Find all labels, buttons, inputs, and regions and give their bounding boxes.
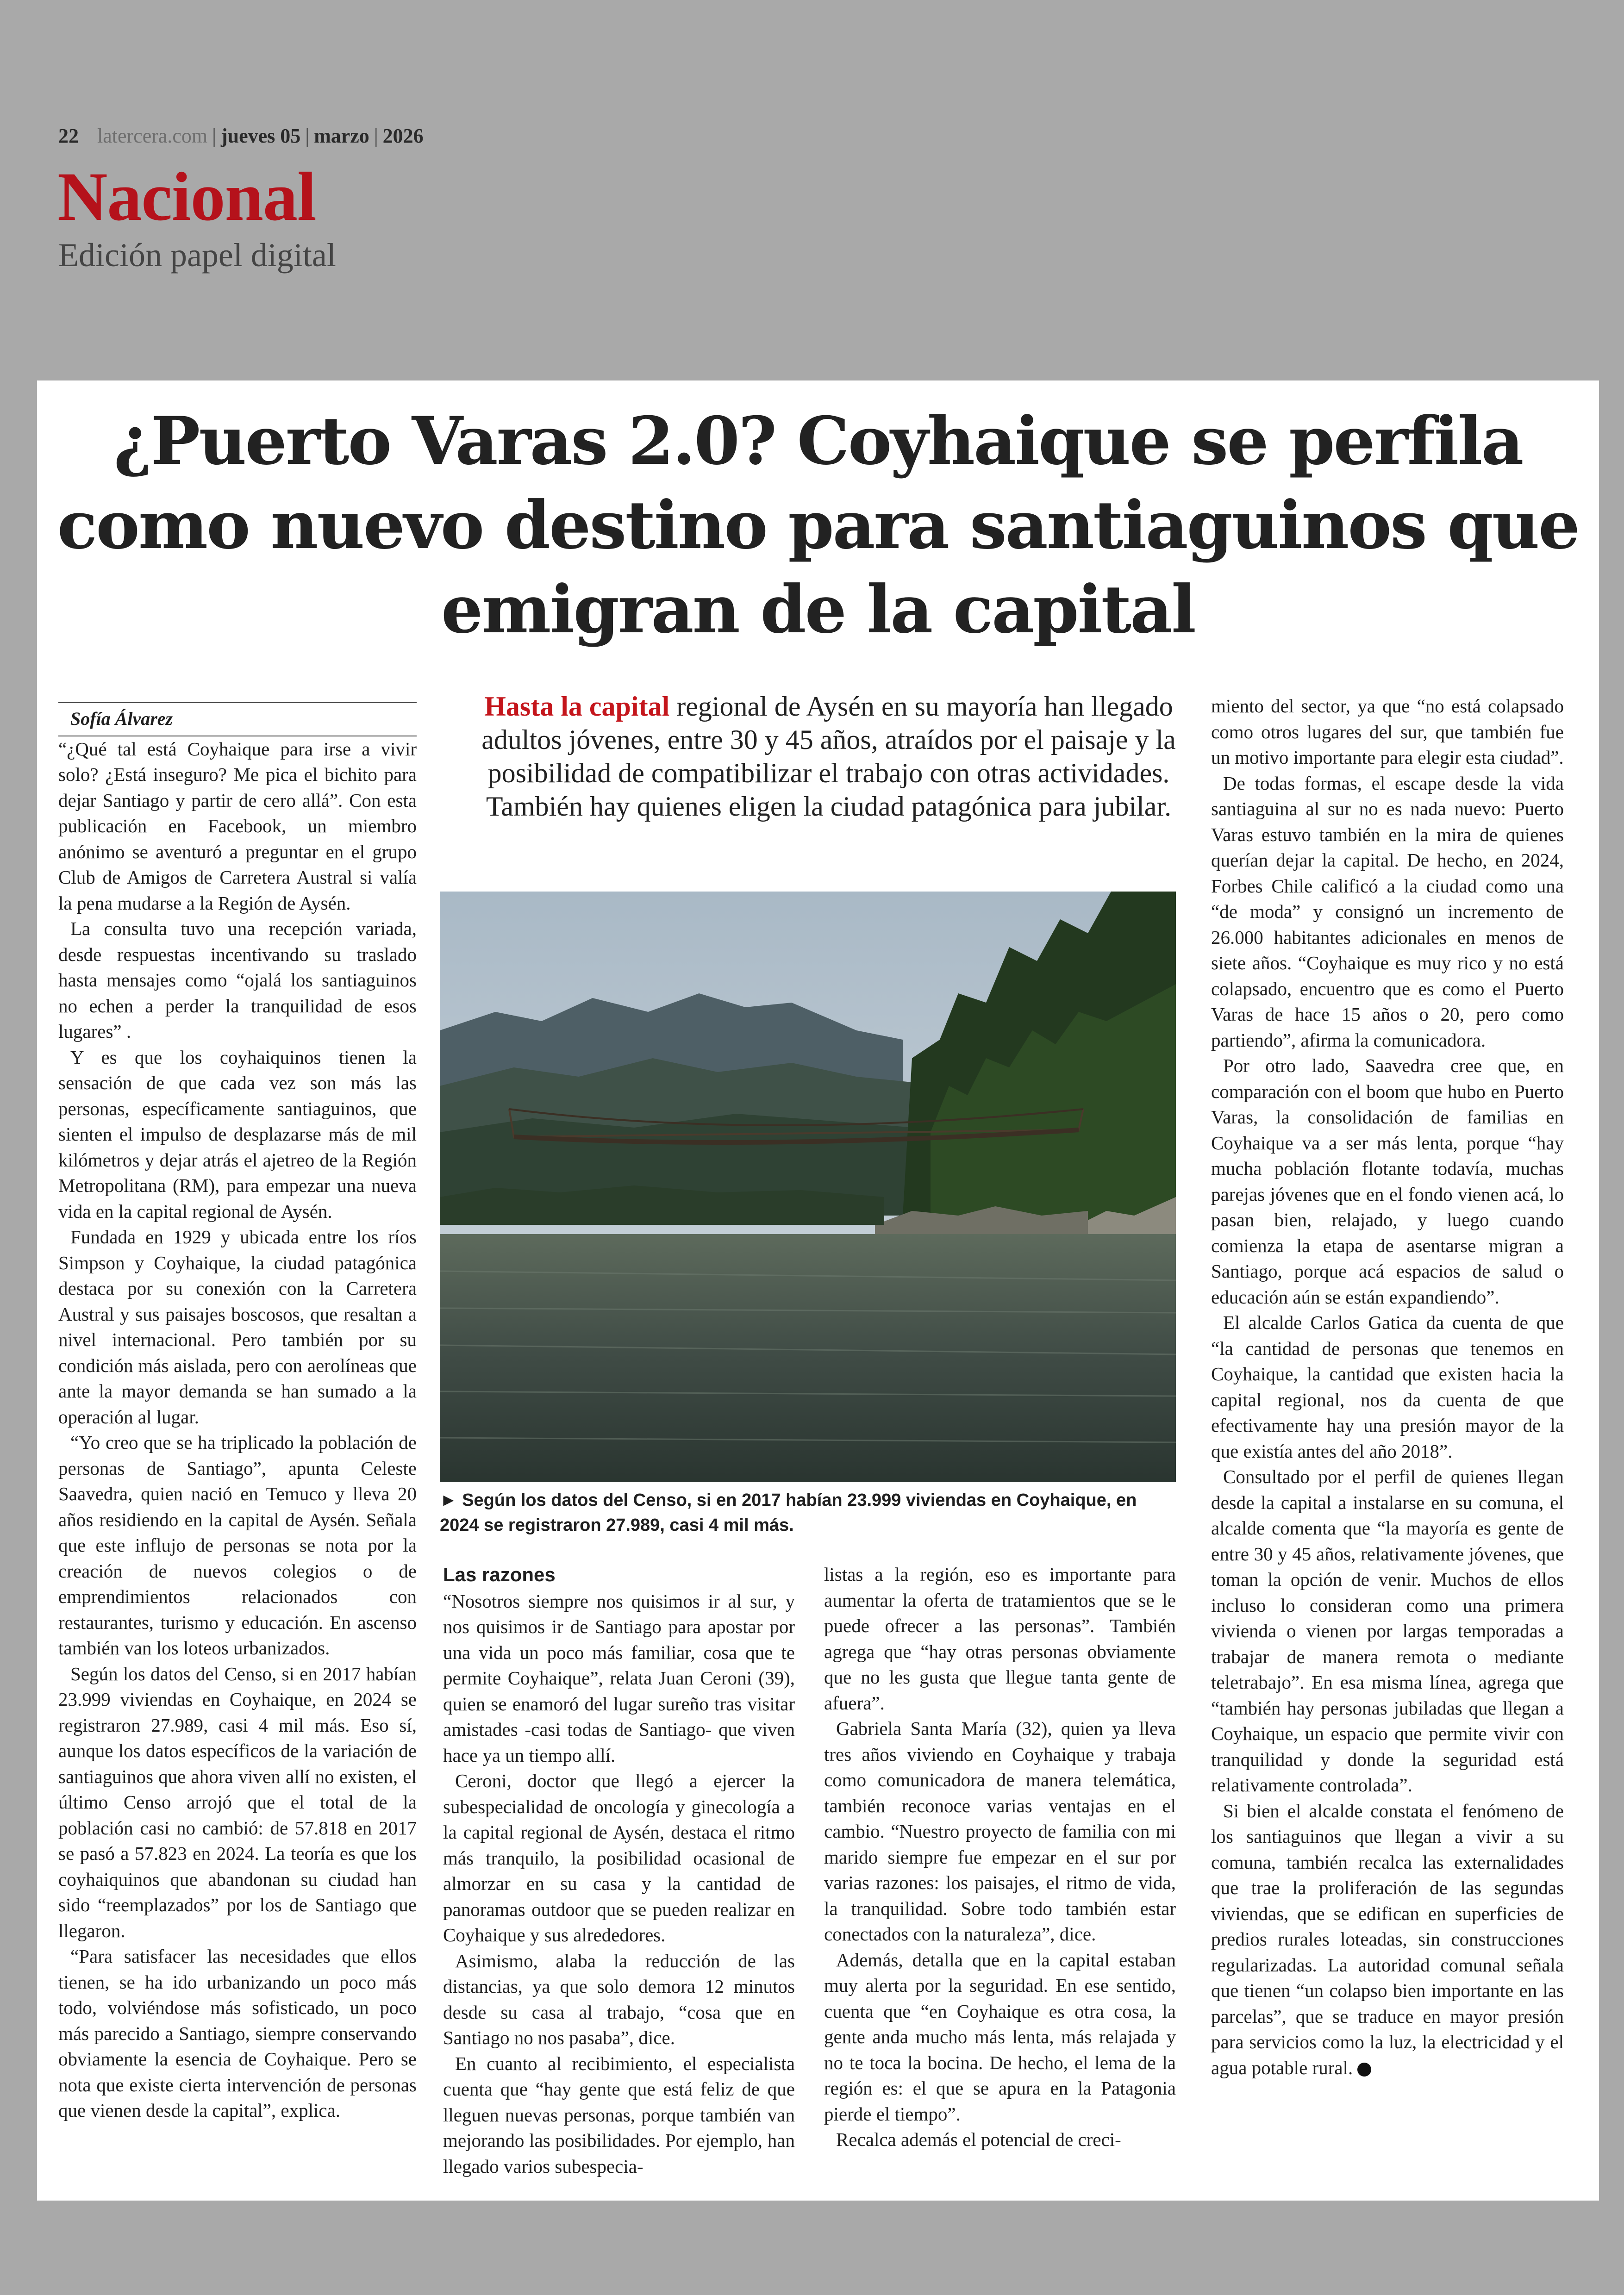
paragraph: “¿Qué tal está Coyhaique para irse a vivir solo? ¿Está inseguro? Me pica el bichito para dejar Santiago y partir de cero allá”. Con esta publicación en Facebook, un miembro anónimo se aventuró a preguntar en el grupo Club de Amigos de Carretera Austral si valía la pena mudarse a la Región de Aysén.: [58, 738, 417, 914]
article-column-4: [1211, 693, 1564, 2081]
paragraph: listas a la región, eso es importante para aumentar la oferta de tratamientos que se le puede ofrecer a las personas”. También agrega que “hay otras personas obviamente que no les gusta que llegue tanta gente de afuera”.: [824, 1564, 1176, 1714]
paragraph: [1211, 1798, 1564, 2081]
paragraph: Y es que los coyhaiquinos tienen la sensación de que cada vez son más las personas, específicamente santiaguinos, que sienten el impulso de desplazarse más de mil kilómetros y dejar atrás el ajetreo de la Región Metropolitana (RM), para empezar una nueva vida en la capital regional de Aysén.: [58, 1046, 417, 1222]
lead-highlight: Hasta la capital: [484, 691, 670, 722]
photo-caption: ► Según los datos del Censo, si en 2017 habían 23.999 viviendas en Coyhaique, en 2024 se registraron 27.989, casi 4 mil más.: [440, 1491, 1137, 1535]
article-column-1: [58, 702, 417, 2124]
end-mark-icon: [1357, 2063, 1371, 2077]
date-year: 2026: [382, 125, 424, 147]
paragraph: Asimismo, alaba la reducción de las distancias, ya que solo demora 12 minutos desde su casa al trabajo, “cosa que en Santiago no nos pasaba”, dice.: [443, 1950, 795, 2048]
paragraph: El alcalde Carlos Gatica da cuenta de que “la cantidad de personas que tenemos en Coyhaique, la cantidad que existen hacia la capital regional, nos da cuenta de que efectivamente hay una presión mayor de la que existía antes del año 2018”.: [1211, 1312, 1564, 1462]
paragraph: “Yo creo que se ha triplicado la población de personas de Santiago”, apunta Celeste Saavedra, quien nació en Temuco y lleva 20 años residiendo en la capital de Aysén. Señala que este influjo de personas se nota por la creación de nuevos colegios o de emprendimientos relacionados con restaurantes, turismo y educación. En ascenso también van los loteos urbanizados.: [58, 1432, 417, 1659]
paragraph: En cuanto al recibimiento, el especialista cuenta que “hay gente que está feliz de que lleguen nuevas personas, porque también van mejorando las posibilidades. Por ejemplo, han llegado varios subespecia-: [443, 2052, 795, 2177]
paragraph: “Para satisfacer las necesidades que ellos tienen, se ha ido urbanizando un poco más todo, volviéndose más sofisticado, un poco más parecido a Santiago, siempre conservando obviamente la esencia de Coyhaique. Pero se nota que existe cierta intervención de personas que vienen desde la capital”, explica.: [58, 1946, 417, 2121]
edition-label: Edición papel digital: [58, 237, 336, 274]
article-lead: [468, 690, 1190, 823]
paragraph: Fundada en 1929 y ubicada entre los ríos Simpson y Coyhaique, la ciudad patagónica destaca por su conexión con la Carretera Austral y sus paisajes boscosos, que resaltan a nivel internacional. Pero también por su condición más aislada, pero con aerolíneas que ante la mayor demanda se han sumado a la operación al lugar.: [58, 1226, 417, 1428]
masthead-dateline: 22 latercera.com | jueves 05 | marzo | 2026: [58, 125, 424, 147]
page-number: 22: [58, 125, 79, 147]
site-name: latercera.com: [97, 125, 208, 147]
paragraph: “Nosotros siempre nos quisimos ir al sur, y nos quisimos ir de Santiago para apostar por una vida un poco más familiar, cosa que te permite Coyhaique”, relata Juan Ceroni (39), quien se enamoró del lugar sureño tras visitar amistades -casi todas de Santiago- que viven hace ya un tiempo allí.: [443, 1590, 795, 1766]
paragraph: Por otro lado, Saavedra cree que, en comparación con el boom que hubo en Puerto Varas, la consolidación de familias en Coyhaique va a ser más lenta, porque “hay mucha población flotante todavía, muchas parejas jóvenes que en el fondo vienen acá, lo pasan bien, relajado, y luego cuando comienza la etapa de asentarse migran a Santiago, porque acá espacios de salud o educación aún se están expandiendo”.: [1211, 1055, 1564, 1308]
article-column-3: [824, 1562, 1176, 2153]
paragraph: Consultado por el perfil de quienes llegan desde la capital a instalarse en su comuna, el alcalde comenta que “la mayoría es gente de entre 30 y 45 años, relativamente jóvenes, que toman la opción de venir. Muchos de ellos incluso lo consideran como una primera vivienda o vienen por largas temporadas a trabajar de manera remota o mediante teletrabajo”. En esa misma línea, agrega que “también hay personas jubiladas que llegan a Coyhaique, un espacio que permite vivir con tranquilidad y donde la seguridad está relativamente controlada”.: [1211, 1466, 1564, 1796]
subhead: Las razones: [443, 1564, 556, 1585]
paragraph: Ceroni, doctor que llegó a ejercer la subespecialidad de oncología y ginecología a la capital regional de Aysén, destaca el ritmo más tranquilo, la posibilidad ocasional de almorzar en su casa y la cantidad de panoramas outdoor que se pueden realizar en Coyhaique y sus alrededores.: [443, 1770, 795, 1946]
river-bridge-illustration: [440, 892, 1176, 1482]
paragraph: Gabriela Santa María (32), quien ya lleva tres años viviendo en Coyhaique y trabaja como comunicadora de manera telemática, también reconoce varias ventajas en el cambio. “Nuestro proyecto de familia con mi marido siempre fue empezar en el sur por varias razones: los paisajes, el ritmo de vida, la tranquilidad. Sobre todo también estar conectados con la naturaleza”, dice.: [824, 1718, 1176, 1945]
article-headline: ¿Puerto Varas 2.0? Coyhaique se perfila como nuevo destino para santiaguinos que emigran de la capital: [57, 403, 1579, 648]
article-page: [37, 380, 1599, 2201]
paragraph: Según los datos del Censo, si en 2017 habían 23.999 viviendas en Coyhaique, en 2024 se registraron 27.989, casi 4 mil más. Eso sí, aunque los datos específicos de la variación de santiaguinos que ahora viven allí no existen, el último Censo arrojó que el total de la población casi no cambió: de 57.818 en 2017 se pasó a 57.823 en 2024. La teoría es que los coyhaiquinos que abandonan su ciudad han sido “reemplazados” por los de Santiago que llegaron.: [58, 1663, 417, 1941]
paragraph: Recalca además el potencial de creci-: [836, 2129, 1121, 2150]
date-month: marzo: [314, 125, 369, 147]
lead-text: regional de Aysén en su mayoría han llegado adultos jóvenes, entre 30 y 45 años, atraídos por el paisaje y la posibilidad de compatibilizar el trabajo con otras actividades. También hay quienes eligen la ciudad patagónica para jubilar.: [481, 691, 1176, 822]
article-photo: [440, 892, 1176, 1482]
paragraph: Además, detalla que en la capital estaban muy alerta por la seguridad. En ese sentido, cuenta que “en Coyhaique es otra cosa, la gente anda mucho más lenta, más relajada y no te toca la bocina. De hecho, el lema de la región es: el que se apura en la Patagonia pierde el tiempo”.: [824, 1949, 1176, 2125]
byline: Sofía Álvarez: [58, 702, 417, 736]
paragraph-text: Si bien el alcalde constata el fenómeno de los santiaguinos que llegan a vivir a su comuna, también recalca las externalidades que trae la proliferación de las segundas viviendas, que se edifican en superficies de predios rurales loteadas, sin construcciones regularizadas. La autoridad comunal señala que tienen “un colapso bien importante en las parcelas”, que se traduce en mayor presión para servicios como la luz, la electricidad y el agua potable rural.: [1211, 1800, 1564, 2078]
date-day: jueves 05: [220, 125, 301, 147]
paragraph: La consulta tuvo una recepción variada, desde respuestas incentivando su traslado hasta mensajes como “ojalá los santiaguinos no echen a perder la tranquilidad de esos lugares” .: [58, 918, 417, 1042]
paragraph: De todas formas, el escape desde la vida santiaguina al sur no es nada nuevo: Puerto Varas estuvo también en la mira de quienes querían dejar la capital. De hecho, en 2024, Forbes Chile calificó a la ciudad como una “de moda” y consignó un incremento de 26.000 habitantes adicionales en menos de siete años. “Coyhaique es muy rico y no está colapsado, encuentro que es como el Puerto Varas de hace 15 años o 20, pero como partiendo”, afirma la comunicadora.: [1211, 772, 1564, 1051]
paragraph: miento del sector, ya que “no está colapsado como otros lugares del sur, que también fue un motivo importante para elegir esta ciudad”.: [1211, 695, 1564, 768]
section-title: Nacional: [57, 158, 316, 235]
article-column-2: [443, 1562, 795, 2179]
